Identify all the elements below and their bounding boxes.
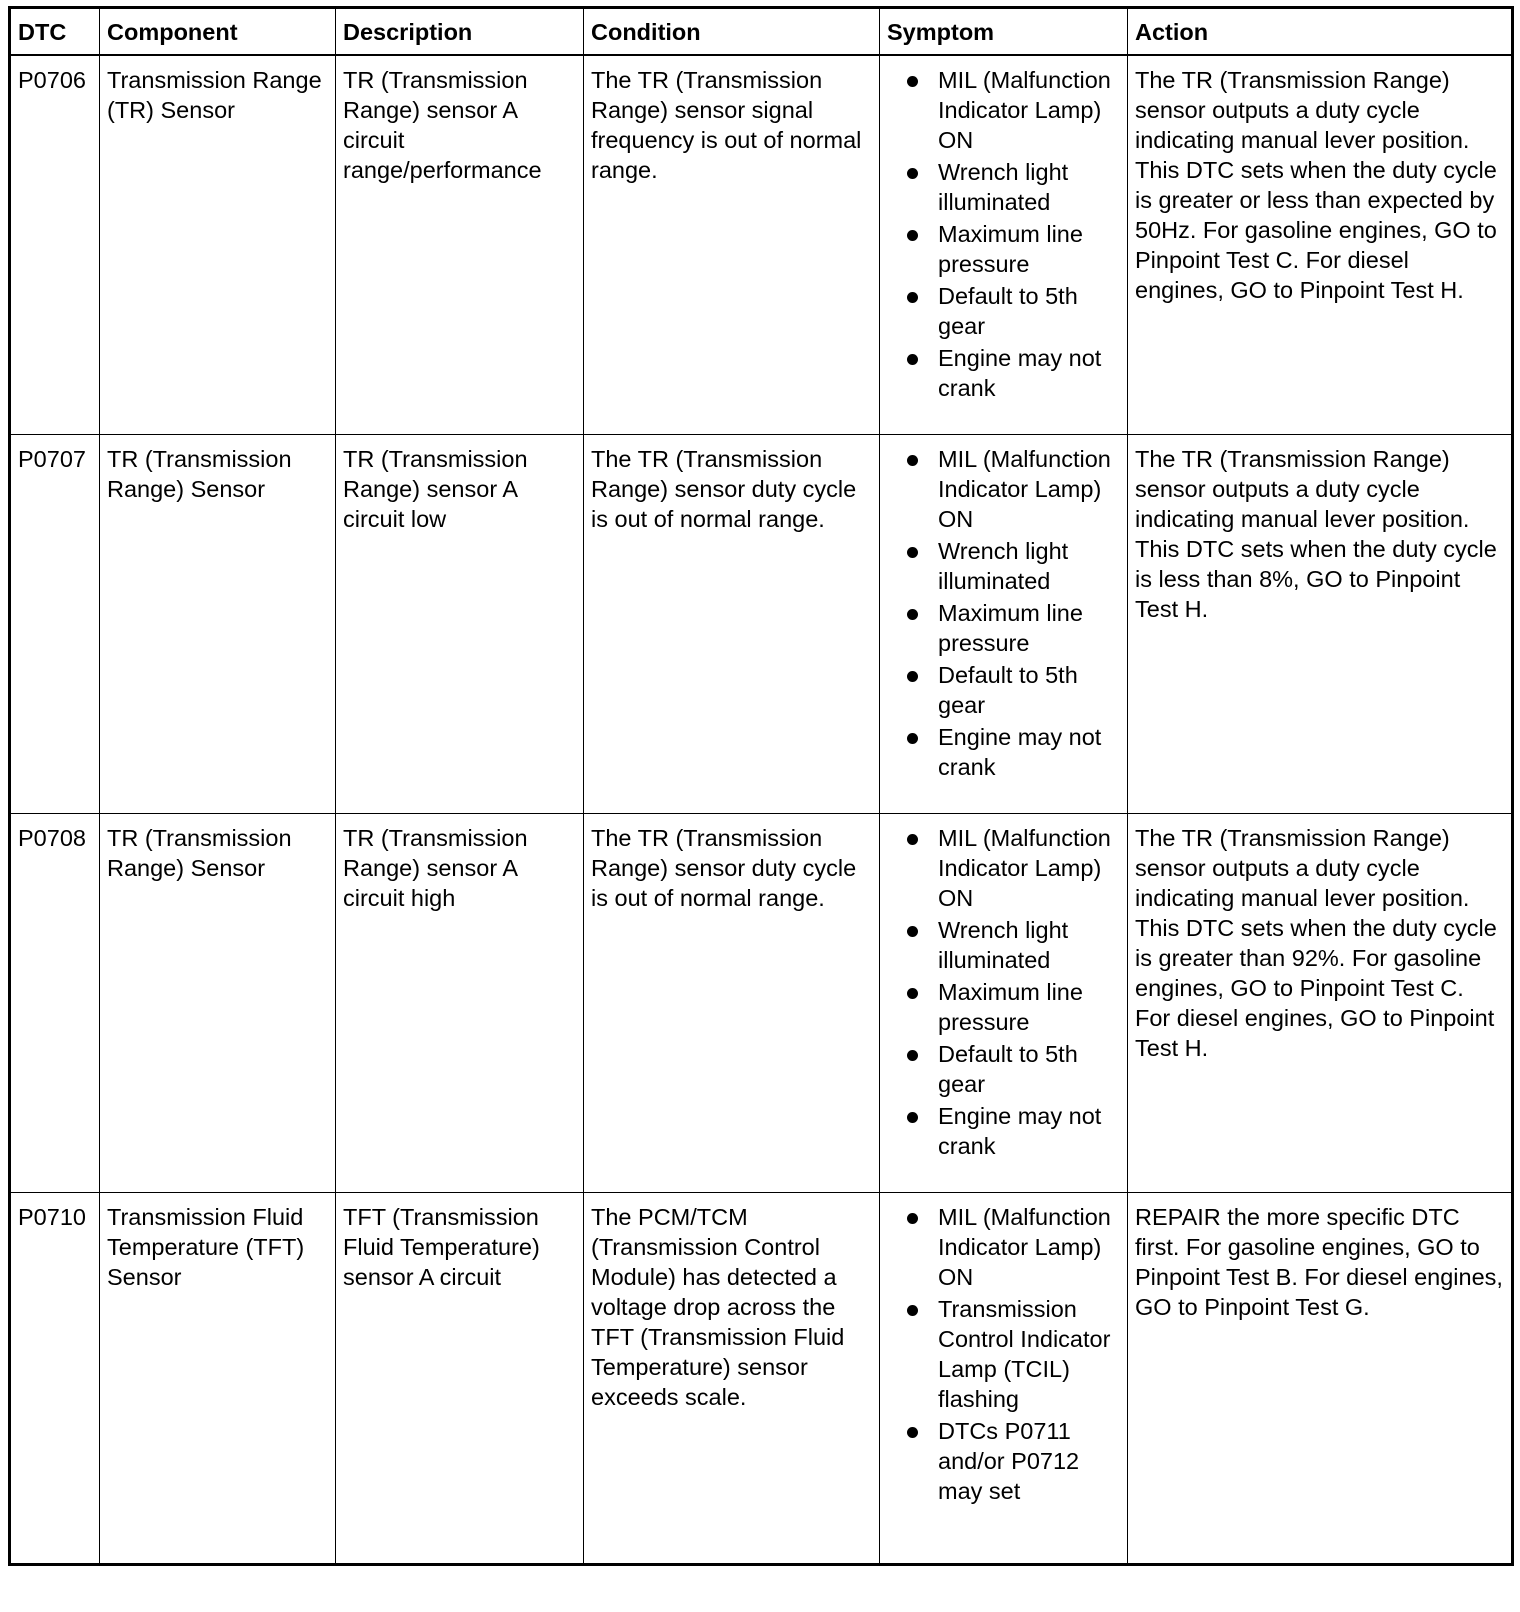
condition-cell: The TR (Transmission Range) sensor duty cycle is out of normal range. (584, 434, 880, 813)
bullet-icon (907, 609, 918, 620)
dtc-code-cell: P0707 (10, 434, 100, 813)
bullet-icon (907, 733, 918, 744)
symptom-text: MIL (Malfunction Indicator Lamp) ON (938, 1203, 1111, 1290)
component-cell: TR (Transmission Range) Sensor (100, 434, 336, 813)
bullet-icon (907, 76, 918, 87)
header-symptom: Symptom (880, 8, 1128, 56)
symptom-text: Default to 5th gear (938, 661, 1078, 718)
table-row (10, 55, 1513, 434)
symptom-text: Transmission Control Indicator Lamp (TCIL) flashing (938, 1295, 1111, 1412)
symptom-text: MIL (Malfunction Indicator Lamp) ON (938, 445, 1111, 532)
dtc-table (8, 6, 1514, 1566)
component-cell: TR (Transmission Range) Sensor (100, 813, 336, 1192)
symptom-item (887, 1416, 1120, 1506)
symptom-item (887, 915, 1120, 975)
action-cell: The TR (Transmission Range) sensor outputs a duty cycle indicating manual lever position. This DTC sets when the duty cycle is less than 8%, GO to Pinpoint Test H. (1128, 434, 1513, 813)
description-cell: TR (Transmission Range) sensor A circuit high (336, 813, 584, 1192)
header-description: Description (336, 8, 584, 56)
bullet-icon (907, 1112, 918, 1123)
symptom-item (887, 1101, 1120, 1161)
symptom-item (887, 1039, 1120, 1099)
description-cell: TFT (Transmission Fluid Temperature) sensor A circuit (336, 1192, 584, 1564)
symptom-text: Maximum line pressure (938, 221, 1083, 277)
bullet-icon (907, 354, 918, 365)
symptom-item (887, 281, 1120, 341)
bullet-icon (907, 230, 918, 241)
symptom-list (887, 444, 1120, 782)
symptom-text: Engine may not crank (938, 723, 1102, 780)
symptom-text: Wrench light illuminated (938, 537, 1069, 594)
symptom-item (887, 660, 1120, 720)
dtc-code-cell: P0708 (10, 813, 100, 1192)
dtc-code-cell: P0710 (10, 1192, 100, 1564)
symptom-cell (880, 434, 1128, 813)
symptom-item (887, 1294, 1120, 1414)
description-cell: TR (Transmission Range) sensor A circuit low (336, 434, 584, 813)
description-cell: TR (Transmission Range) sensor A circuit range/performance (336, 55, 584, 434)
condition-cell: The TR (Transmission Range) sensor signal frequency is out of normal range. (584, 55, 880, 434)
symptom-text: Default to 5th gear (938, 283, 1078, 339)
bullet-icon (907, 168, 918, 179)
table-row (10, 813, 1513, 1192)
action-cell: The TR (Transmission Range) sensor outputs a duty cycle indicating manual lever position. This DTC sets when the duty cycle is greater than 92%. For gasoline engines, GO to Pinpoint Test C. For diesel engines, GO to Pinpoint Test H. (1128, 813, 1513, 1192)
condition-cell: The TR (Transmission Range) sensor duty cycle is out of normal range. (584, 813, 880, 1192)
action-cell: REPAIR the more specific DTC first. For gasoline engines, GO to Pinpoint Test B. For diesel engines, GO to Pinpoint Test G. (1128, 1192, 1513, 1564)
symptom-list (887, 1202, 1120, 1506)
table-row (10, 434, 1513, 813)
bullet-icon (907, 671, 918, 682)
symptom-list (887, 823, 1120, 1161)
bullet-icon (907, 1427, 918, 1438)
component-cell: Transmission Fluid Temperature (TFT) Sensor (100, 1192, 336, 1564)
symptom-text: Wrench light illuminated (938, 916, 1069, 973)
component-cell: Transmission Range (TR) Sensor (100, 55, 336, 434)
symptom-item (887, 444, 1120, 534)
bullet-icon (907, 926, 918, 937)
bullet-icon (907, 988, 918, 999)
bullet-icon (907, 455, 918, 466)
header-condition: Condition (584, 8, 880, 56)
bullet-icon (907, 1050, 918, 1061)
symptom-text: DTCs P0711 and/or P0712 may set (938, 1417, 1080, 1504)
header-row (10, 8, 1513, 56)
symptom-item (887, 823, 1120, 913)
symptom-cell (880, 55, 1128, 434)
bullet-icon (907, 834, 918, 845)
symptom-text: Default to 5th gear (938, 1040, 1078, 1097)
symptom-item (887, 157, 1120, 217)
symptom-item (887, 219, 1120, 279)
symptom-list (887, 65, 1120, 403)
symptom-item (887, 536, 1120, 596)
header-action: Action (1128, 8, 1513, 56)
symptom-text: MIL (Malfunction Indicator Lamp) ON (938, 824, 1111, 911)
header-component: Component (100, 8, 336, 56)
symptom-item (887, 343, 1120, 403)
symptom-text: Engine may not crank (938, 345, 1102, 401)
symptom-text: MIL (Malfunction Indicator Lamp) ON (938, 67, 1111, 153)
symptom-text: Maximum line pressure (938, 599, 1083, 656)
symptom-text: Wrench light illuminated (938, 159, 1069, 215)
dtc-code-cell: P0706 (10, 55, 100, 434)
bullet-icon (907, 292, 918, 303)
header-dtc: DTC (10, 8, 100, 56)
symptom-item (887, 65, 1120, 155)
bullet-icon (907, 547, 918, 558)
symptom-item (887, 1202, 1120, 1292)
symptom-text: Engine may not crank (938, 1102, 1102, 1159)
bullet-icon (907, 1213, 918, 1224)
symptom-item (887, 977, 1120, 1037)
condition-cell: The PCM/TCM (Transmission Control Module) has detected a voltage drop across the TFT (Transmission Fluid Temperature) sensor exceeds scale. (584, 1192, 880, 1564)
symptom-cell (880, 813, 1128, 1192)
symptom-text: Maximum line pressure (938, 978, 1083, 1035)
symptom-cell (880, 1192, 1128, 1564)
table-row (10, 1192, 1513, 1564)
action-cell: The TR (Transmission Range) sensor outputs a duty cycle indicating manual lever position. This DTC sets when the duty cycle is greater or less than expected by 50Hz. For gasoline engines, GO to Pinpoint Test C. For diesel engines, GO to Pinpoint Test H. (1128, 55, 1513, 434)
symptom-item (887, 598, 1120, 658)
bullet-icon (907, 1305, 918, 1316)
symptom-item (887, 722, 1120, 782)
